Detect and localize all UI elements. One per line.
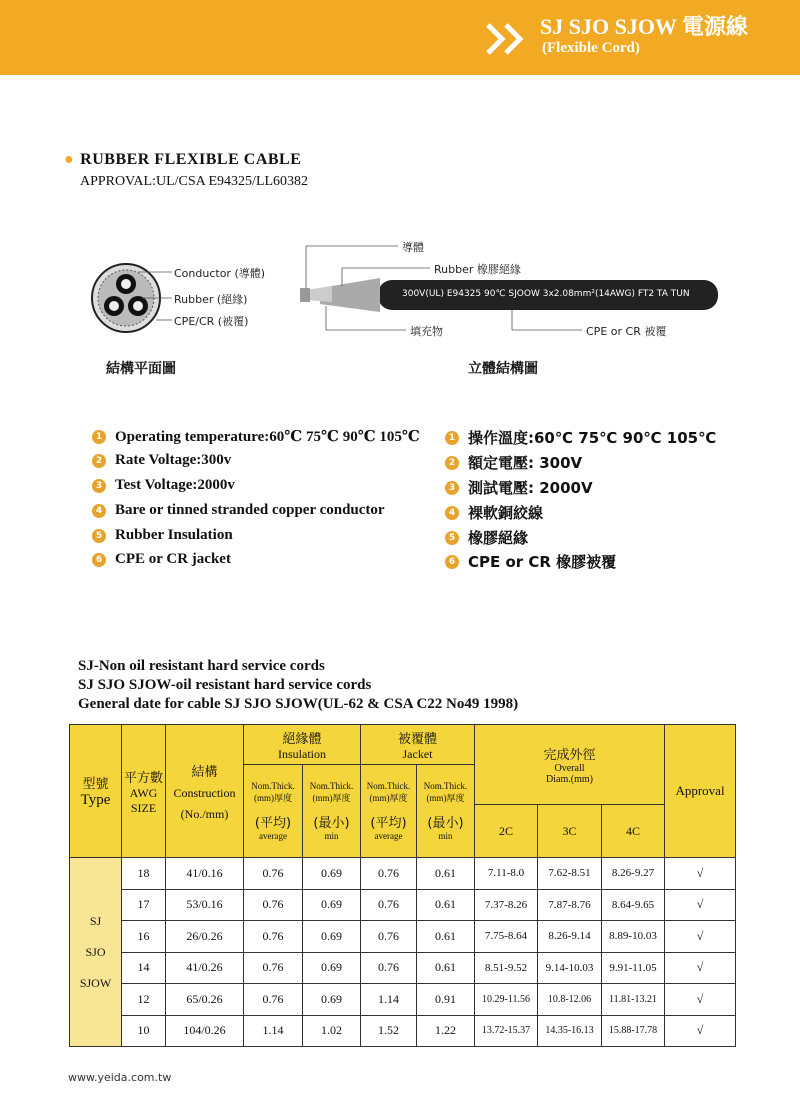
cell-jac-min: 0.61 [417, 921, 475, 953]
caption-3d-structure: 立體結構圖 [468, 361, 538, 377]
col-4c-header: 4C [602, 805, 665, 858]
cell-awg: 10 [122, 1015, 166, 1047]
section-title-text: RUBBER FLEXIBLE CABLE [80, 151, 302, 168]
min-en: min [324, 831, 339, 841]
cable-structure-diagram [80, 228, 740, 378]
cell-jac-avg: 0.76 [361, 858, 417, 890]
avg-zh: (平均) [370, 816, 407, 831]
cell-3c: 7.62-8.51 [538, 858, 602, 890]
number-badge-icon: 5 [445, 531, 459, 545]
cell-approval: √ [665, 952, 736, 984]
cell-3c: 9.14-10.03 [538, 952, 602, 984]
jac-zh: 被覆體 [398, 731, 438, 747]
table-row [70, 889, 736, 921]
feature-en-4 [92, 502, 385, 519]
cell-ins-avg: 0.76 [244, 984, 303, 1016]
mm-thick: (mm)厚度 [369, 793, 408, 803]
mm-thick: (mm)厚度 [312, 793, 351, 803]
cell-approval: √ [665, 858, 736, 890]
cell-ins-avg: 0.76 [244, 858, 303, 890]
cell-awg: 14 [122, 952, 166, 984]
cell-jac-min: 1.22 [417, 1015, 475, 1047]
feature-zh-text: 操作溫度:60℃ 75℃ 90℃ 105℃ [468, 429, 717, 447]
cell-jac-avg: 1.52 [361, 1015, 417, 1047]
jac-avg-header [361, 765, 417, 858]
cell-2c: 8.51-9.52 [475, 952, 538, 984]
cell-2c: 10.29-11.56 [475, 984, 538, 1016]
col-2c-header: 2C [475, 805, 538, 858]
cell-awg: 17 [122, 889, 166, 921]
feature-zh-4 [445, 502, 543, 523]
col-awg-header [122, 725, 166, 858]
cell-jac-avg: 0.76 [361, 921, 417, 953]
cell-ins-min: 0.69 [303, 984, 361, 1016]
cell-4c: 11.81-13.21 [602, 984, 665, 1016]
number-badge-icon: 6 [92, 553, 106, 567]
number-badge-icon: 1 [445, 431, 459, 445]
cell-4c: 15.88-17.78 [602, 1015, 665, 1047]
feature-zh-2 [445, 452, 582, 473]
label-3d-rubber: Rubber 橡膠絕緣 [434, 263, 521, 276]
feature-en-1 [92, 427, 420, 446]
od-zh: 完成外徑 [543, 748, 596, 763]
number-badge-icon: 4 [92, 504, 106, 518]
feature-zh-1 [445, 427, 716, 448]
type-sjow: SJOW [79, 975, 112, 990]
header-banner [0, 0, 800, 75]
cell-3c: 7.87-8.76 [538, 889, 602, 921]
col-overall-diam-header [475, 725, 665, 805]
footer-website[interactable]: www.yeida.com.tw [68, 1071, 172, 1084]
table-title-1: SJ-Non oil resistant hard service cords [78, 658, 325, 674]
feature-en-text: CPE or CR jacket [115, 551, 231, 567]
number-badge-icon: 2 [445, 456, 459, 470]
type-sjo: SJO [85, 944, 106, 959]
label-3d-jacket: CPE or CR 被覆 [586, 325, 667, 338]
label-conductor: Conductor (導體) [174, 267, 266, 280]
min-zh: (最小) [313, 816, 350, 831]
cell-4c: 9.91-11.05 [602, 952, 665, 984]
number-badge-icon: 1 [92, 430, 106, 444]
feature-zh-text: 裸軟銅絞線 [468, 504, 544, 522]
min-en: min [438, 831, 453, 841]
nom-thick: Nom.Thick. [423, 781, 468, 791]
type-zh: 型號 [82, 777, 109, 792]
caption-cross-section: 結構平面圖 [106, 361, 176, 377]
cell-2c: 13.72-15.37 [475, 1015, 538, 1047]
label-cpe-cr: CPE/CR (被覆) [174, 315, 249, 328]
awg-en2: SIZE [130, 800, 157, 815]
feature-zh-text: CPE or CR 橡膠被覆 [468, 553, 617, 571]
cell-ins-avg: 0.76 [244, 921, 303, 953]
col-insulation-header [244, 725, 361, 765]
number-badge-icon: 4 [445, 506, 459, 520]
cell-ins-avg: 0.76 [244, 889, 303, 921]
nom-thick: Nom.Thick. [309, 781, 354, 791]
cell-ins-min: 0.69 [303, 889, 361, 921]
feature-zh-5 [445, 527, 528, 548]
cell-jac-min: 0.61 [417, 889, 475, 921]
min-zh: (最小) [427, 816, 464, 831]
cell-cons: 65/0.26 [166, 984, 244, 1016]
feature-zh-3 [445, 477, 593, 498]
avg-en: average [259, 831, 287, 841]
mm-thick: (mm)厚度 [426, 793, 465, 803]
table-row [70, 1015, 736, 1047]
jac-min-header [417, 765, 475, 858]
number-badge-icon: 3 [92, 479, 106, 493]
col-approval-header [665, 725, 736, 858]
approval-text: APPROVAL:UL/CSA E94325/LL60382 [80, 174, 309, 189]
table-title-2: SJ SJO SJOW-oil resistant hard service cords [78, 677, 372, 693]
cell-awg: 16 [122, 921, 166, 953]
cell-ins-avg: 0.76 [244, 952, 303, 984]
col-jacket-header [361, 725, 475, 765]
cell-jac-min: 0.61 [417, 952, 475, 984]
cell-jac-avg: 1.14 [361, 984, 417, 1016]
cell-4c: 8.64-9.65 [602, 889, 665, 921]
cell-ins-min: 0.69 [303, 952, 361, 984]
bullet-dot-icon: ● [64, 151, 75, 168]
feature-en-5 [92, 527, 233, 544]
table-title-3: General date for cable SJ SJO SJOW(UL-62 & CSA C22 No49 1998) [78, 696, 519, 712]
type-sj: SJ [89, 913, 102, 928]
number-badge-icon: 6 [445, 555, 459, 569]
cell-cons: 41/0.26 [166, 952, 244, 984]
cell-approval: √ [665, 984, 736, 1016]
cell-2c: 7.75-8.64 [475, 921, 538, 953]
cell-4c: 8.89-10.03 [602, 921, 665, 953]
nom-thick: Nom.Thick. [251, 781, 295, 791]
feature-en-text: Rubber Insulation [115, 527, 233, 543]
cell-3c: 14.35-16.13 [538, 1015, 602, 1047]
avg-en: average [374, 831, 403, 841]
cell-jac-avg: 0.76 [361, 952, 417, 984]
cell-awg: 12 [122, 984, 166, 1016]
section-title [64, 151, 301, 169]
cell-ins-min: 0.69 [303, 858, 361, 890]
cell-cons: 104/0.26 [166, 1015, 244, 1047]
feature-zh-6 [445, 551, 616, 572]
mm-thick: (mm)厚度 [254, 793, 292, 803]
cell-jac-avg: 0.76 [361, 889, 417, 921]
cons-unit: (No./mm) [180, 806, 229, 821]
spec-table [69, 724, 736, 1047]
table-row [70, 952, 736, 984]
label-3d-conductor: 導體 [402, 241, 424, 254]
ins-avg-header [244, 765, 303, 858]
ins-zh: 絕緣體 [282, 731, 322, 747]
ins-en: Insulation [278, 746, 326, 761]
cell-cons: 26/0.26 [166, 921, 244, 953]
awg-zh: 平方數 [123, 770, 163, 786]
cell-ins-min: 0.69 [303, 921, 361, 953]
feature-en-text: Rate Voltage:300v [115, 452, 232, 468]
jac-en: Jacket [402, 746, 433, 761]
double-chevron-right-icon [484, 22, 528, 56]
type-en: Type [80, 792, 111, 808]
approval-header-text: Approval [675, 783, 725, 798]
cell-cons: 53/0.16 [166, 889, 244, 921]
number-badge-icon: 5 [92, 529, 106, 543]
cell-jac-min: 0.91 [417, 984, 475, 1016]
col-type-header [70, 725, 122, 858]
feature-zh-text: 額定電壓: 300V [468, 454, 583, 472]
cable-print-text: 300V(UL) E94325 90℃ SJOOW 3x2.08mm²(14AWG) FT2 TA TUN [402, 289, 690, 299]
avg-zh: (平均) [254, 816, 292, 831]
cell-approval: √ [665, 1015, 736, 1047]
nom-thick: Nom.Thick. [366, 781, 411, 791]
cell-jac-min: 0.61 [417, 858, 475, 890]
table-row [70, 921, 736, 953]
table-row [70, 984, 736, 1016]
page-title: SJ SJO SJOW 電源線 [540, 14, 749, 39]
label-3d-filler: 填充物 [410, 325, 443, 338]
feature-zh-text: 測試電壓: 2000V [468, 479, 593, 497]
col-3c-header: 3C [538, 805, 602, 858]
feature-zh-text: 橡膠絕緣 [468, 529, 529, 547]
cell-ins-min: 1.02 [303, 1015, 361, 1047]
awg-en1: AWG [129, 785, 158, 800]
ins-min-header [303, 765, 361, 858]
feature-en-text: Operating temperature:60℃ 75℃ 90℃ 105℃ [115, 429, 420, 445]
cons-zh: 結構 [191, 764, 218, 780]
table-row [70, 858, 736, 890]
label-rubber: Rubber (絕緣) [174, 293, 248, 306]
page-subtitle: (Flexible Cord) [542, 40, 640, 56]
col-construction-header [166, 725, 244, 858]
cell-approval: √ [665, 889, 736, 921]
cell-3c: 10.8-12.06 [538, 984, 602, 1016]
cons-en: Construction [173, 785, 236, 800]
feature-en-3 [92, 477, 235, 494]
feature-en-2 [92, 452, 231, 469]
cell-4c: 8.26-9.27 [602, 858, 665, 890]
cell-cons: 41/0.16 [166, 858, 244, 890]
feature-en-6 [92, 551, 231, 568]
cell-2c: 7.37-8.26 [475, 889, 538, 921]
cell-3c: 8.26-9.14 [538, 921, 602, 953]
type-cell [70, 858, 122, 1047]
cell-awg: 18 [122, 858, 166, 890]
number-badge-icon: 3 [445, 481, 459, 495]
feature-en-text: Test Voltage:2000v [115, 477, 235, 493]
od-en: Overall [554, 763, 585, 774]
cell-approval: √ [665, 921, 736, 953]
od-unit: Diam.(mm) [546, 774, 593, 785]
feature-en-text: Bare or tinned stranded copper conductor [115, 502, 385, 518]
number-badge-icon: 2 [92, 454, 106, 468]
cell-ins-avg: 1.14 [244, 1015, 303, 1047]
cell-2c: 7.11-8.0 [475, 858, 538, 890]
